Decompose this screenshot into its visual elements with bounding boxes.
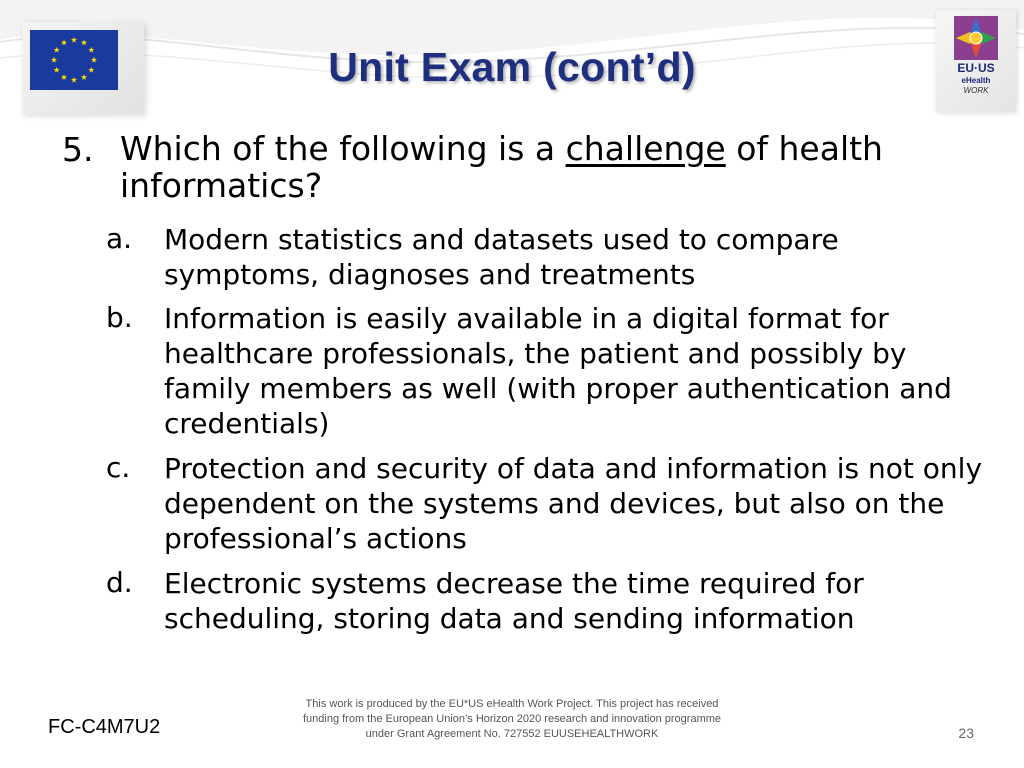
option-b-letter: b.: [106, 301, 133, 334]
option-a-letter: a.: [106, 222, 133, 255]
option-a-text: Modern statistics and datasets used to compare symptoms, diagnoses and treatments: [164, 223, 839, 291]
question-text: [120, 130, 950, 204]
question-text-after: of health informatics?: [120, 129, 883, 205]
eu-star-icon: [71, 37, 77, 43]
question-text-before: Which of the following is a: [120, 129, 566, 168]
page-number: 23: [958, 725, 974, 741]
option-c-letter: c.: [106, 451, 131, 484]
footer-funding-notice: This work is produced by the EU*US eHealth Work Project. This project has received funding from the European Union’s Horizon 2020 research and innovation programme under Grant Agreement No. 727552 EUUSEHEALTHWORK: [302, 698, 722, 740]
logo-subtitle-text: eHealth: [961, 76, 991, 85]
slide-title: Unit Exam (cont’d): [328, 44, 696, 90]
question-number: 5.: [62, 130, 94, 169]
footer-course-code: FC-C4M7U2: [48, 716, 161, 738]
option-d-letter: d.: [106, 566, 133, 599]
question-emphasis: challenge: [565, 129, 726, 168]
option-d-text: Electronic systems decrease the time required for scheduling, storing data and sending information: [164, 567, 864, 635]
logo-brand-text: EU·US: [957, 61, 995, 75]
option-b-text: Information is easily available in a digital format for healthcare professionals, the patient and possibly by family members as well (with proper authentication and credentials): [164, 302, 952, 440]
logo-tagline-text: WORK: [963, 86, 989, 95]
option-c-text: Protection and security of data and information is not only dependent on the systems and devices, but also on the professional’s actions: [164, 452, 983, 555]
